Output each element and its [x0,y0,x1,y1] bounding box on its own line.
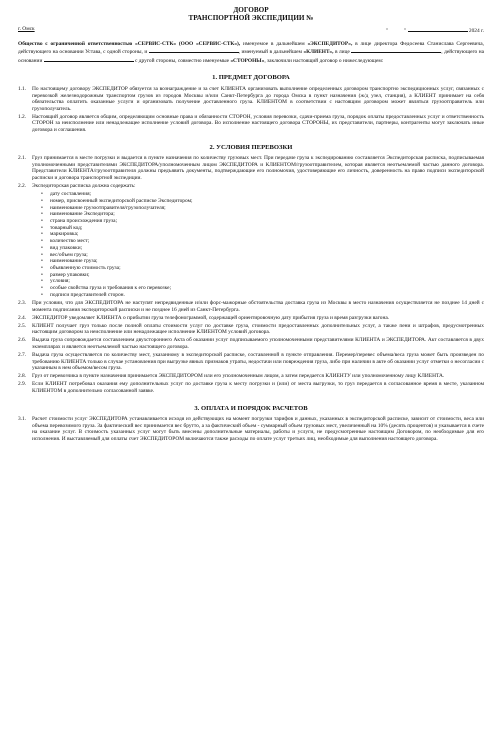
client-label: «КЛИЕНТ», [303,49,334,56]
parties-label: «СТОРОНЫ» [230,57,265,64]
preamble-text-6: с другой стороны, совместно именуемые [135,57,229,64]
clause-number: 2.1. [18,155,27,162]
clause-number: 2.6. [18,337,27,344]
clause-text: Выдача груза сопровождается составлением двухстороннего Акта об оказании услуг подписываемого уполномоченными представителями КЛИЕНТА и ЭКСПЕДИТОРА. Акт составляется в двух экземплярах и является неотъемлемой частью настоящего договора. [32,337,484,350]
preamble-text-4: в лице [334,49,350,56]
list-item: • страна происхождения груза; [50,218,484,225]
preamble-text-3: , именуемый в дальнейшем [238,49,302,56]
preamble [18,41,484,65]
clause-text: При условии, что для ЭКСПЕДИТОРА не наступят непредвиденные и/или форс-мажорные обстоятельства доставка груза из Москвы в место назначения осуществляется не позднее 14 дней с момента подписания экспедиторской расписки и не позднее 16 дней из Санкт-Петербурга. [32,299,484,313]
clause-text: Груз принимается в месте погрузки и выдается в пункте назначения по количеству грузовых мест. При передаче груза к экспедированию составляется Экспедиторская расписка, подписываемая уполномоченными представителями ЭКСПЕДИТОРА/уполномоченным лицом ЭКСПЕДИТОРА и КЛИЕНТОМ/грузоотправителем, которая является неотъемлемой частью данного договора. Представители КЛИЕНТА/грузоотправителя должны предъявить документы, подтверждающие его полномочия, удостоверяющие его личность, доверенность на право подписи экспедиторской расписки и договора транспортной экспедиции. [32,155,484,181]
date-area [386,26,484,35]
clause-2-9 [18,381,484,394]
preamble-text-5: , действующего на основании [18,49,484,64]
date-day-month: " " [385,28,407,34]
clause-text: Экспедиторская расписка должна содержать: [32,183,136,190]
contract-title [18,6,484,22]
clause-2-4 [18,315,484,322]
preamble-text-7: , заключили настоящий договор о нижеследующем: [264,57,384,64]
clause-2-1 [18,155,484,181]
clause-2-5 [18,323,484,336]
place-date-row [18,26,484,35]
list-item: • подписи представителей сторон. [50,292,484,299]
list-item: • наименование грузоотправителя/грузополучателя; [50,205,484,212]
list-item: • количество мест; [50,238,484,245]
clause-number: 2.9. [18,381,27,388]
clause-text: Выдача груза осуществляется по количеству мест, указанному в экспедиторской расписке, составленной в пункте отправления. Перемер/перевес объема/веса груза может быть произведен по требованию КЛИЕНТА только в случае установления при выгрузке явных признаков утраты, недостачи или повреждения груза, либо при наличии в акте об оказании услуг отметки о несогласии с указанным в нем объемом/весом груза. [32,352,484,372]
clause-text: ЭКСПЕДИТОР уведомляет КЛИЕНТА о прибытии груза телефонограммой, содержащей ориентировочную дату прибытия груза и время разгрузки вагона. [32,314,390,321]
clause-2-3 [18,300,484,313]
list-item: • наименование Экспедитора; [50,211,484,218]
clause-text: Если КЛИЕНТ потребовал оказания ему дополнительных услуг по доставке груза к месту погрузки и (или) от места выгрузки, то груз передается в согласованное время в месте, указанном КЛИЕНТОМ в дополнительно согласованной заявке. [32,381,484,395]
list-item: • маркировка; [50,231,484,238]
clause-2-8 [18,373,484,380]
list-item: • товарный код; [50,225,484,232]
preamble-text-1: именуемое в дальнейшем [242,40,305,47]
title-line-1: ДОГОВОР [233,6,269,14]
section-2-heading: 2. УСЛОВИЯ ПЕРЕВОЗКИ [209,143,293,151]
section-1-heading: 1. ПРЕДМЕТ ДОГОВОРА [212,74,290,82]
list-item: • размер упаковки; [50,272,484,279]
basis-blank [44,56,134,62]
section-3-heading: 3. ОПЛАТА И ПОРЯДОК РАСЧЕТОВ [194,404,308,412]
client-name-blank [149,47,239,53]
clause-text: По настоящему договору ЭКСПЕДИТОР обязуется за вознаграждение и за счет КЛИЕНТА организовать выполнение определенных договором транспортно экспедиционных услуг, связанных с перевозкой железнодорожным транспортом грузов из городов Москвы и/или Санкт-Петербурга до города Омска в пункт назначения (ж/д узел, станция), а КЛИЕНТ принимает на себя обязательства оплатить оказанные услуги и организовать получение доставленного груза. КЛИЕНТОМ в соответствии с настоящим договором может являться грузоотправитель или грузополучатель. [32,85,484,112]
preamble-text-2: в лице директора Федосеева Станислава Сергеевича, действующего на основании Устава, с одной стороны, и [18,40,484,56]
receipt-contents-list [50,191,484,298]
clause-number: 2.3. [18,299,27,306]
org-name: Общество с ограниченной ответственностью «СЕРВИС-СТК» (ООО «СЕРВИС-СТК»), [18,40,241,47]
clause-number: 2.2. [18,183,27,190]
clause-number: 2.8. [18,373,27,380]
clause-number: 1.2. [18,113,27,120]
list-item: • наименование груза; [50,258,484,265]
clause-number: 1.1. [18,85,27,92]
title-line-2: ТРАНСПОРТНОЙ ЭКСПЕДИЦИИ № [188,14,314,22]
clause-number: 2.4. [18,314,27,321]
city-label: г. Омск [18,26,35,32]
clause-3-1 [18,416,484,442]
date-blank [408,26,468,32]
clause-2-7 [18,352,484,372]
expeditor-label: «ЭКСПЕДИТОР», [307,40,353,47]
contract-document [18,6,484,444]
list-item: • номер, присвоенный экспедиторской расписке Экспедитором; [50,198,484,205]
representative-blank [351,47,441,53]
clause-1-1 [18,86,484,112]
clause-number: 2.5. [18,322,27,329]
clause-number: 2.7. [18,352,27,359]
clause-number: 3.1. [18,416,27,423]
date-year: 2024 г. [468,28,484,34]
clause-1-2 [18,114,484,134]
list-item: • объявленную стоимость груза; [50,265,484,272]
list-item: • условия; [50,278,484,285]
clause-2-6 [18,337,484,350]
clause-text: Груз от перевозчика в пункте назначения принимается ЭКСПЕДИТОРОМ или его уполномоченным лицом, а затем передается КЛИЕНТУ или уполномоченному лицу КЛИЕНТА. [32,373,445,380]
clause-text: Расчет стоимости услуг ЭКСПЕДИТОРА устанавливается исходя из действующих на момент погрузки тарифов и данных, указанных в экспедиторской расписке, зависит от стоимости, веса или объема перевозимого груза. За фактический вес принимается вес брутто, а за фактический объем - суммарный объем грузовых мест, увеличенный на 10% (десять процентов) и указывается в счете на оказание услуг. В стоимость указанных услуг могут быть внесены дополнительные материалы, работы и услуги, не предусмотренные настоящим Договором, по необходимые для его исполнения. И выставляемый для оплаты счет ЭКСПЕДИТОРОМ включаются также расходы по оплате услуг третьих лиц, необходимые для выполнения настоящего договора. [32,416,484,443]
list-item: • вид упаковки; [50,245,484,252]
clause-2-2 [18,183,484,190]
clause-text: Настоящий договор является общим, определяющим основные права и обязанности СТОРОН, условия перевозки, сдачи-приема груза, порядок оплаты предоставленных услуг и ответственность СТОРОН за неисполнение или ненадлежащее исполнение условий договора. Во исполнение настоящего договора СТОРОНЫ, их представители, партнеры, контрагенты могут заключать иные договора и соглашения. [32,113,484,134]
clause-text: КЛИЕНТ получает груз только после полной оплаты стоимости услуг по доставке груза, стоимости предоставленных дополнительных услуг, а также пени и штрафов, предусмотренных настоящим договором за неисполнение или ненадлежащее исполнение КЛИЕНТОМ условий договора. [32,322,484,336]
list-item: • особые свойства груза и требования к его перевозке; [50,285,484,292]
list-item: • дату составления; [50,191,484,198]
list-item: • вес/объем груза; [50,252,484,259]
